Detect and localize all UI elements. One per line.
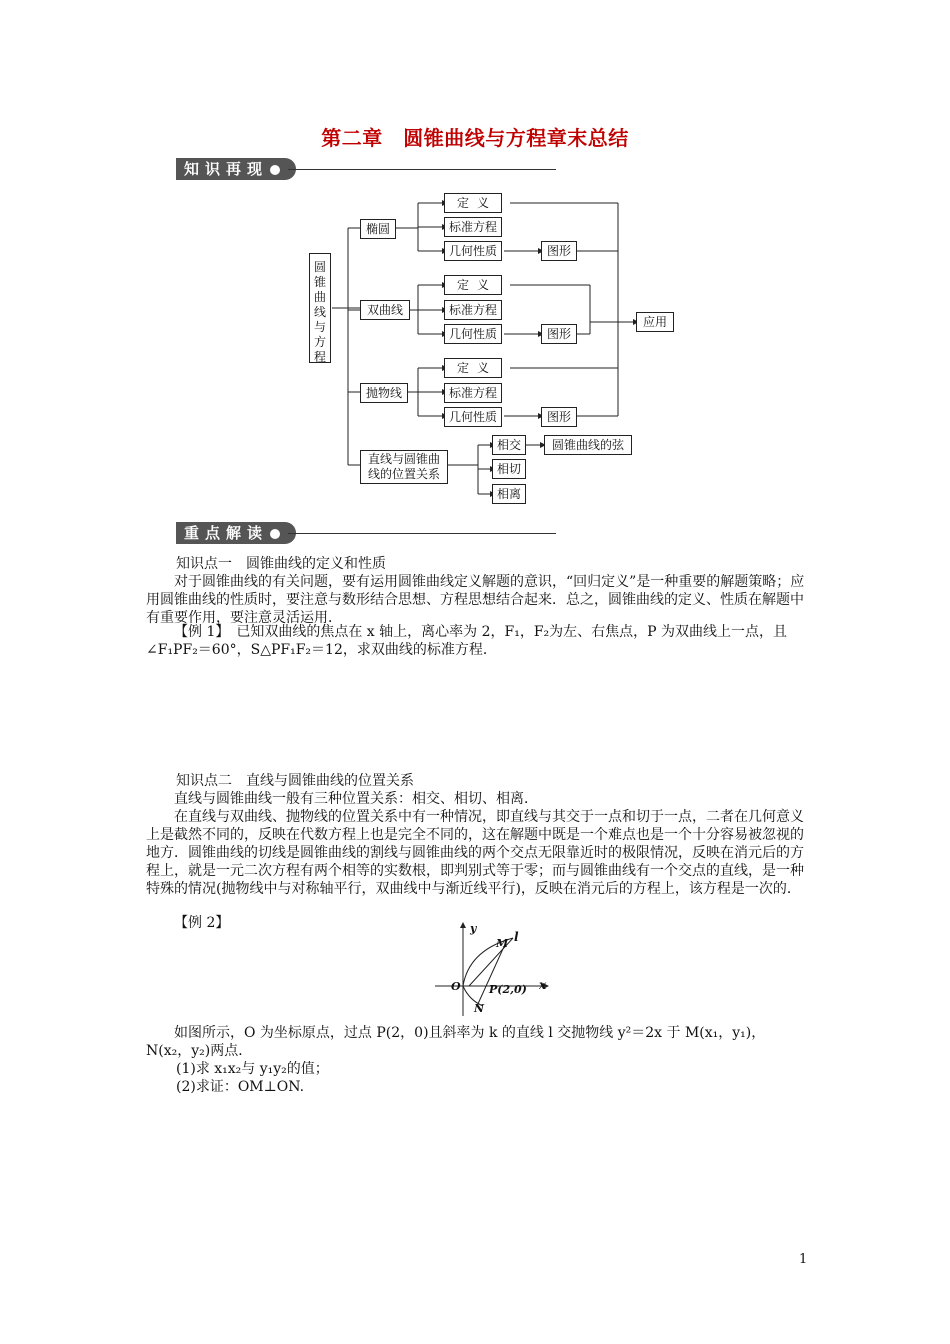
- bullet-icon: [270, 529, 280, 539]
- section2-p1: 直线与圆锥曲线一般有三种位置关系：相交、相切、相离．: [174, 791, 538, 807]
- node-standard-3: 标准方程: [444, 383, 502, 403]
- fig-label-N: N: [474, 1002, 485, 1015]
- example1: 【例 1】 已知双曲线的焦点在 x 轴上，离心率为 2，F₁，F₂为左、右焦点，P 为双曲线上一点，且∠F₁PF₂＝60°，S△PF₁F₂＝12，求双曲线的标准方程．: [146, 624, 788, 658]
- node-separate: 相离: [492, 484, 526, 504]
- fig-label-M: M: [496, 937, 509, 950]
- node-application: 应用: [636, 312, 674, 332]
- fig-label-x: x: [539, 978, 547, 992]
- section-banner-knowledge: [176, 158, 296, 180]
- node-ellipse: 椭圆: [360, 219, 396, 239]
- parabola-figure: [425, 920, 565, 1020]
- example2-part2: (2)求证：OM⊥ON.: [176, 1079, 305, 1095]
- node-definition-3: 定义: [444, 358, 502, 378]
- section1-text: 对于圆锥曲线的有关问题，要有运用圆锥曲线定义解题的意识，“回归定义”是一种重要的解题策略；应用圆锥曲线的性质时，要注意与数形结合思想、方程思想结合起来．总之，圆锥曲线的定义、性质在解题中有重要作用，要注意灵活运用．: [146, 574, 805, 626]
- node-standard-2: 标准方程: [444, 300, 502, 320]
- fig-label-O: O: [451, 980, 461, 993]
- fig-label-P: P(2,0): [489, 983, 527, 996]
- banner-rule: [288, 533, 556, 534]
- node-definition-1: 定义: [444, 193, 502, 213]
- node-geometric-1: 几何性质: [444, 241, 502, 261]
- node-intersect: 相交: [492, 435, 526, 455]
- node-figure-3: 图形: [541, 407, 577, 427]
- page-title: 第二章 圆锥曲线与方程章末总结: [321, 126, 629, 150]
- banner-rule: [288, 169, 556, 170]
- page-number: 1: [799, 1252, 808, 1267]
- node-relation: 直线与圆锥曲线的位置关系: [360, 450, 448, 484]
- example2-label: 【例 2】: [174, 915, 230, 931]
- node-geometric-3: 几何性质: [444, 407, 502, 427]
- node-standard-1: 标准方程: [444, 217, 502, 237]
- example2-part1: (1)求 x₁x₂与 y₁y₂的值；: [176, 1061, 329, 1077]
- bullet-icon: [270, 165, 280, 175]
- node-figure-1: 图形: [541, 241, 577, 261]
- section-banner-focus: [176, 522, 296, 544]
- section1-heading: 知识点一 圆锥曲线的定义和性质: [176, 556, 386, 572]
- node-geometric-2: 几何性质: [444, 324, 502, 344]
- node-hyperbola: 双曲线: [360, 300, 410, 320]
- node-tangent: 相切: [492, 459, 526, 479]
- node-figure-2: 图形: [541, 324, 577, 344]
- section2-p2: 在直线与双曲线、抛物线的位置关系中有一种情况，即直线与其交于一点和切于一点，二者在几何意义上是截然不同的，反映在代数方程上也是完全不同的，这在解题中既是一个难点也是一个十分容易被忽视的地方．圆锥曲线的切线是圆锥曲线的割线与圆锥曲线的两个交点无限靠近时的极限情况，反映在消元后的方程上，就是一元二次方程有两个相等的实数根，即判别式等于零；而与圆锥曲线有一个交点的直线，是一种特殊的情况(抛物线中与对称轴平行，双曲线中与渐近线平行)，反映在消元后的方程上，该方程是一次的．: [146, 809, 804, 897]
- banner-label: 重点解读: [184, 524, 269, 542]
- node-chord: 圆锥曲线的弦: [544, 435, 632, 455]
- banner-label: 知识再现: [184, 160, 269, 178]
- fig-label-l: l: [514, 930, 519, 944]
- root-node: 圆锥曲线与方程: [309, 253, 331, 363]
- fig-label-y: y: [470, 922, 477, 935]
- section2-heading: 知识点二 直线与圆锥曲线的位置关系: [176, 773, 414, 789]
- node-definition-2: 定义: [444, 275, 502, 295]
- node-parabola: 抛物线: [360, 383, 408, 403]
- example2-question: 如图所示，O 为坐标原点，过点 P(2，0)且斜率为 k 的直线 l 交抛物线 y²＝2x 于 M(x₁，y₁)，N(x₂，y₂)两点．: [146, 1025, 766, 1059]
